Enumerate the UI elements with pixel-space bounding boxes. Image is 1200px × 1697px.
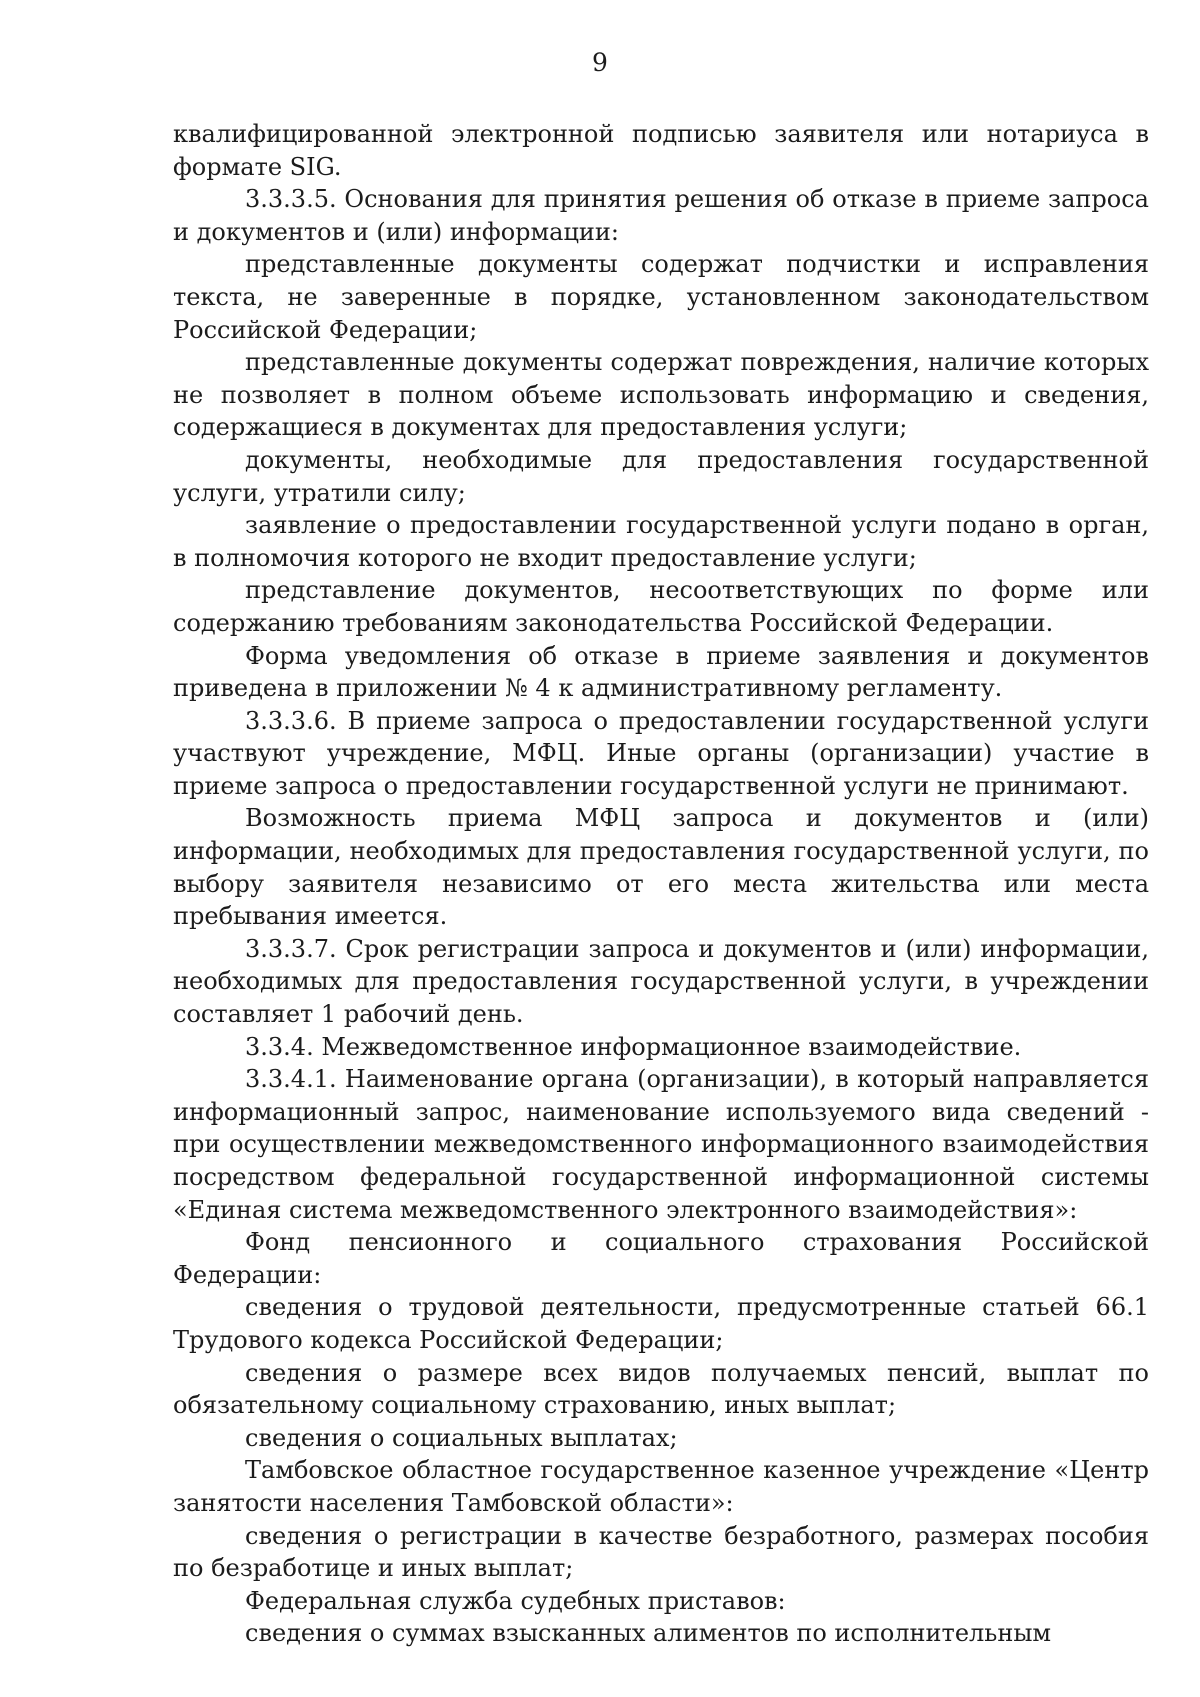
paragraph-ground-wrong-authority: заявление о предоставлении государственной услуги подано в орган, в полномочия которого не входит предоставление услуги; xyxy=(173,511,1149,572)
paragraph-mfc-possibility: Возможность приема МФЦ запроса и документов и (или) информации, необходимых для предоставления государственной услуги, по выбору заявителя независимо от его места жительства или места пребывания имеется. xyxy=(173,804,1149,931)
paragraph-labor-info: сведения о трудовой деятельности, предусмотренные статьей 66.1 Трудового кодекса Российской Федерации; xyxy=(173,1293,1149,1354)
paragraph-3-3-3-6: 3.3.3.6. В приеме запроса о предоставлении государственной услуги участвуют учреждение, МФЦ. Иные органы (организации) участие в приеме запроса о предоставлении государственной услуги не принимают. xyxy=(173,706,1149,800)
paragraph-social-payments: сведения о социальных выплатах; xyxy=(245,1423,678,1452)
paragraph-ground-corrections: представленные документы содержат подчистки и исправления текста, не заверенные в порядке, установленном законодательством Российской Федерации; xyxy=(173,250,1149,344)
paragraph-unemployment-info: сведения о регистрации в качестве безработного, размерах пособия по безработице и иных выплат; xyxy=(173,1521,1149,1583)
paragraph-continuation: квалифицированной электронной подписью заявителя или нотариуса в формате SIG. xyxy=(173,120,1149,181)
document-body xyxy=(173,118,1149,1650)
paragraph-ground-nonconforming: представление документов, несоответствующих по форме или содержанию требованиям законодательства Российской Федерации. xyxy=(173,576,1149,637)
paragraph-pension-fund: Фонд пенсионного и социального страхования Российской Федерации: xyxy=(173,1228,1149,1289)
paragraph-refusal-form: Форма уведомления об отказе в приеме заявления и документов приведена в приложении № 4 к административному регламенту. xyxy=(173,641,1149,703)
page-number: 9 xyxy=(592,48,608,77)
paragraph-3-3-3-7: 3.3.3.7. Срок регистрации запроса и документов и (или) информации, необходимых для предоставления государственной услуги, в учреждении составляет 1 рабочий день. xyxy=(173,934,1149,1029)
paragraph-3-3-4-1: 3.3.4.1. Наименование органа (организации), в который направляется информационный запрос, наименование используемого вида сведений - при осуществлении межведомственного информационного взаимодействия посредством федеральной государственной информационной системы «Единая система межведомственного электронного взаимодействия»: xyxy=(173,1065,1149,1224)
paragraph-3-3-3-5: 3.3.3.5. Основания для принятия решения об отказе в приеме запроса и документов и (или) информации: xyxy=(173,185,1149,246)
paragraph-alimony-info: сведения о суммах взысканных алиментов по исполнительным xyxy=(245,1619,1052,1648)
paragraph-pension-info: сведения о размере всех видов получаемых пенсий, выплат по обязательному социальному страхованию, иных выплат; xyxy=(173,1358,1149,1420)
paragraph-bailiffs: Федеральная служба судебных приставов: xyxy=(245,1586,786,1615)
paragraph-ground-expired: документы, необходимые для предоставления государственной услуги, утратили силу; xyxy=(173,445,1149,507)
paragraph-ground-damage: представленные документы содержат повреждения, наличие которых не позволяет в полном объеме использовать информацию и сведения, содержащиеся в документах для предоставления услуги; xyxy=(173,348,1149,442)
paragraph-3-3-4: 3.3.4. Межведомственное информационное взаимодействие. xyxy=(245,1032,1022,1061)
paragraph-employment-center: Тамбовское областное государственное казенное учреждение «Центр занятости населения Тамбовской области»: xyxy=(173,1456,1149,1517)
